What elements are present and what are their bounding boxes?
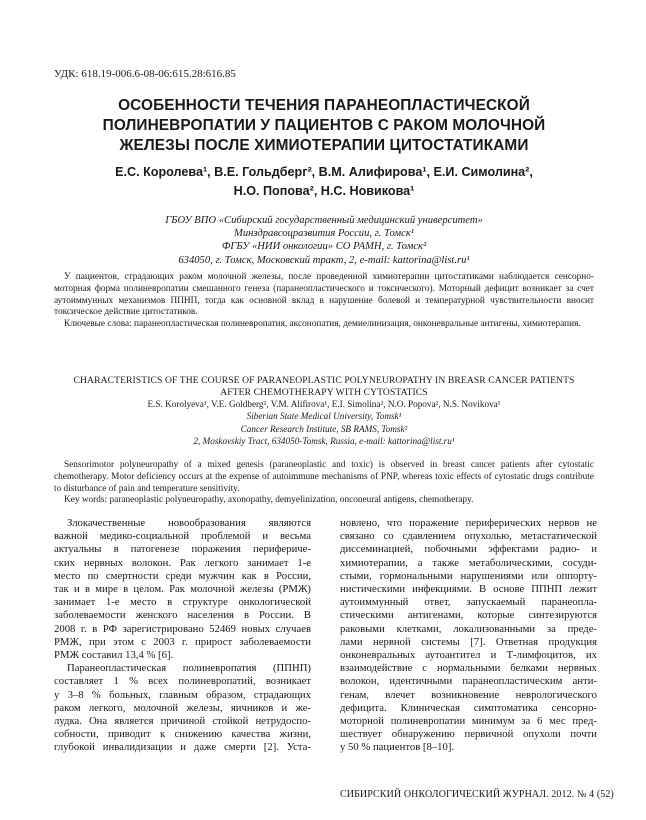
udk-code: УДК: 618.19-006.6-08-06:615.28:616.85: [54, 68, 236, 80]
body-line: у 3–8 % больных, главным образом, страдающих: [54, 688, 311, 701]
authors-line: Е.С. Королева¹, В.Е. Гольдберг², В.М. Алифирова¹, Е.И. Симолина²,: [115, 165, 533, 179]
journal-footer: СИБИРСКИЙ ОНКОЛОГИЧЕСКИЙ ЖУРНАЛ. 2012. № 4 (52): [340, 789, 614, 800]
body-line: ских нервных волокон. Рак легкого занимает 1-е: [54, 556, 311, 569]
body-line: важной медико-социальной проблемой и весьма: [54, 530, 311, 543]
body-line: Паранеопластическая полиневропатия (ППНП): [67, 662, 311, 675]
affiliation-line: Минздравсоцразвития России, г. Томск¹: [234, 228, 414, 240]
body-line: 2008 г. в РФ зарегистрировано 52469 новых случаев: [54, 622, 311, 635]
title-line: ЖЕЛЕЗЫ ПОСЛЕ ХИМИОТЕРАПИИ ЦИТОСТАТИКАМИ: [119, 137, 529, 154]
affiliation-line: ФГБУ «НИИ онкологии» СО РАМН, г. Томск²: [221, 241, 427, 253]
body-line: диссеминацией, побочными эффектами радио- и: [340, 543, 597, 556]
body-line: шествует обнаружению первичной опухоли почти: [340, 728, 597, 741]
english-authors-block: [54, 398, 594, 448]
body-line: заболеваемости женского населения в России. В: [54, 609, 311, 622]
body-line: у 50 % пациентов [8–10].: [340, 741, 455, 754]
body-line: раковыми клетками, локализованными за преде-: [340, 622, 597, 635]
body-line: составляет 1 % всех полиневропатий, возникает: [54, 675, 311, 688]
body-line: стыми, гормональными нарушениями или оппорту-: [340, 569, 597, 582]
title-line: ОСОБЕННОСТИ ТЕЧЕНИЯ ПАРАНЕОПЛАСТИЧЕСКОЙ: [118, 97, 530, 114]
en-title-line: AFTER CHEMOTHERAPY WITH CYTOSTATICS: [220, 387, 428, 398]
affiliations: [54, 214, 594, 267]
body-line: химиотерапии, а также метаболическими, сосуди-: [340, 556, 597, 569]
body-line: нистическими инфекциями. В основе ППНП лежит: [340, 583, 597, 596]
abstract-ru-text: У пациентов, страдающих раком молочной железы, после проведенной химиотерапии цитостатиками наблюдается сенсорно-моторная форма полиневропатии смешанного генеза (паранеопластического и токсического). Моторный дефицит возникает за счет аутоиммунных механизмов ППНП, тогда как основной вклад в нарушение болевой и температурной чувствительности вносит токсическое действие цитостатиков.: [54, 272, 594, 318]
body-line: занимает 1-е место в структуре онкологической: [54, 596, 311, 609]
body-line: взаимодействие с нормальными белками нервных: [340, 662, 597, 675]
en-affiliation-line: Siberian State Medical University, Tomsk¹: [246, 411, 402, 422]
title-line: ПОЛИНЕВРОПАТИИ У ПАЦИЕНТОВ С РАКОМ МОЛОЧНОЙ: [102, 117, 546, 134]
authors-line: Н.О. Попова², Н.С. Новикова¹: [233, 184, 415, 198]
body-line: лудка. Она является причиной стойкой нетрудоспо-: [54, 715, 311, 728]
body-line: генам, влечет возникновение неврологического: [340, 688, 597, 701]
body-line: Злокачественные новообразования являются: [67, 517, 311, 529]
body-line: онконевральных аутоантител и Т-лимфоцитов, их: [340, 649, 597, 662]
body-line: так и в мире в целом. Рак молочной железы (РМЖ): [54, 583, 311, 596]
affiliation-line: 634050, г. Томск, Московский тракт, 2, e-mail: kattorina@list.ru¹: [178, 254, 470, 266]
keywords-en: Key words: paraneoplastic polyneuropathy, axonopathy, demyelinization, onconeural antigens, chemotherapy.: [64, 495, 474, 506]
body-line: РМЖ, при этом с 2003 г. прирост заболеваемости: [54, 635, 311, 648]
body-line: актуальны в патогенезе поражения перифериче-: [54, 543, 311, 556]
body-line: РМЖ составил 13,4 % [6].: [54, 649, 174, 662]
en-affiliation-line: Cancer Research Institute, SB RAMS, Tomsk²: [240, 423, 408, 434]
body-line: стическими антигенами, которые синтезируются: [340, 609, 597, 622]
body-line: аутоиммунный ответ, запускаемый паранеопла-: [340, 596, 597, 609]
body-line: дефицита. Клиническая симптоматика сенсорно-: [340, 701, 597, 714]
body-line: новлено, что поражение периферических нервов не: [340, 517, 597, 529]
en-authors: E.S. Korolyeva¹, V.E. Goldberg², V.M. Alifirova¹, E.I. Simolina², N.O. Popova², N.S. Novikova¹: [147, 399, 501, 409]
body-line: собности, приводит к снижению качества жизни,: [54, 728, 311, 741]
body-line: связано со сдавлением опухолью, метастатической: [340, 530, 597, 543]
keywords-ru: Ключевые слова: паранеопластическая полиневропатия, аксонопатия, демиелинизация, онконевральные антигены, химиотерапия.: [64, 319, 581, 330]
affiliation-line: ГБОУ ВПО «Сибирский государственный медицинский университет»: [165, 215, 483, 226]
body-line: лами нервной системы [7]. Ответная продукция: [340, 635, 597, 648]
body-line: глубокой инвалидизации и даже смерти [2]. Уста-: [54, 741, 311, 754]
body-line: волокон, идентичными паранеопластическим анти-: [340, 675, 597, 688]
en-affiliation-line: 2, Moskovskiy Tract, 634050-Tomsk, Russia, e-mail: kattorina@list.ru¹: [193, 436, 455, 447]
en-title-line: CHARACTERISTICS OF THE COURSE OF PARANEOPLASTIC POLYNEUROPATHY IN BREASR CANCER PATIENTS: [73, 375, 575, 386]
body-line: место по смертности среди мужчин как в России,: [54, 569, 311, 582]
abstract-english: [54, 460, 594, 507]
body-line: моторной полиневропатии минимум за 6 мес пред-: [340, 715, 597, 728]
body-line: раком легкого, молочной железы, яичников и же-: [54, 701, 311, 714]
abstract-en-text: Sensorimotor polyneuropathy of a mixed genesis (paraneoplastic and toxic) is observed in breast cancer patients after cytostatic chemotherapy. Motor deficiency occurs at the expense of autoimmune mechanisms of PNP, whereas toxic effects of cytostatic drugs contribute to disturbance of pain and temperature sensitivity.: [54, 460, 594, 494]
body-column-left: [54, 517, 311, 755]
authors: [54, 163, 594, 201]
body-column-right: [340, 517, 597, 755]
english-title: [54, 375, 594, 399]
article-title: [54, 96, 594, 156]
abstract-russian: [54, 272, 594, 331]
